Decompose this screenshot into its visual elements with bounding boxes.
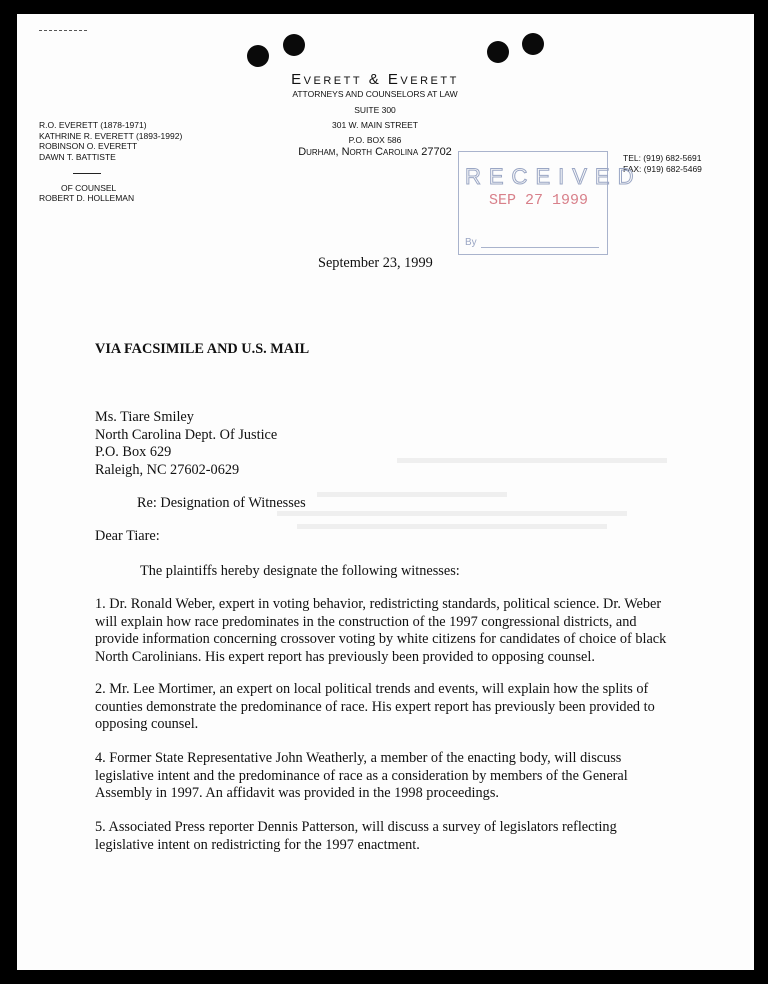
punch-hole [283,34,305,56]
attorney-name: R.O. EVERETT (1878-1971) [39,120,147,130]
firm-city: Durham, North Carolina 27702 [298,146,452,158]
witness-paragraph: 1. Dr. Ronald Weber, expert in voting behavior, redistricting standards, political science. Dr. Weber will explain how race predominates in the construction of the 1997 congressional districts, and provide information concerning crossover voting by white citizens for candidates of choice of black North Carolinians. His expert report has previously been provided to opposing counsel. [95,596,667,665]
attorney-name: ROBINSON O. EVERETT [39,141,138,151]
recipient-line: Ms. Tiare Smiley [95,409,194,425]
firm-name: Everett & Everett [291,71,459,88]
firm-po-box: P.O. BOX 586 [348,135,402,145]
bleed-through [317,492,507,497]
intro-line: The plaintiffs hereby designate the following witnesses: [140,563,460,579]
recipient-address [95,409,277,479]
received-stamp [458,151,642,255]
letter-date: September 23, 1999 [318,255,433,271]
corner-mark [39,30,87,33]
re-line: Re: Designation of Witnesses [137,495,306,511]
bleed-through [297,524,607,529]
attorney-list [39,120,182,162]
letter-page [17,14,754,970]
stamp-date: SEP 27 1999 [489,192,589,209]
salutation: Dear Tiare: [95,528,160,544]
witness-paragraph: 5. Associated Press reporter Dennis Patterson, will discuss a survey of legislators reflecting legislative intent on redistricting for the 1997 enactment. [95,819,617,853]
divider [73,173,101,174]
punch-hole [487,41,509,63]
bleed-through [397,458,667,463]
stamp-received-word: RECEIVED [465,164,642,189]
recipient-line: North Carolina Dept. Of Justice [95,426,278,443]
firm-street: 301 W. MAIN STREET [332,120,418,130]
firm-suite: SUITE 300 [354,105,396,115]
fax-number: FAX: (919) 682-5469 [623,163,702,174]
attorney-name: DAWN T. BATTISTE [39,151,116,162]
punch-hole [247,45,269,67]
punch-hole [522,33,544,55]
of-counsel-name: ROBERT D. HOLLEMAN [39,193,135,203]
recipient-line: Raleigh, NC 27602-0629 [95,461,240,478]
bleed-through [277,511,627,516]
witness-paragraph: 4. Former State Representative John Weatherly, a member of the enacting body, will discuss legislative intent and the predominance of race as a consideration by members of the General Assembly in 1997. An affidavit was provided in the 1998 proceedings. [95,750,628,801]
firm-subtitle: ATTORNEYS AND COUNSELORS AT LAW [292,89,458,99]
stamp-by-label: By [465,237,477,248]
stamp-signature-line [481,247,599,248]
delivery-method: VIA FACSIMILE AND U.S. MAIL [95,341,310,357]
witness-paragraph: 2. Mr. Lee Mortimer, an expert on local political trends and events, will explain how the splits of counties demonstrate the predominance of race. His expert report has previously been provided to opposing counsel. [95,681,655,732]
of-counsel-label: OF COUNSEL [61,183,117,193]
attorney-name: KATHRINE R. EVERETT (1893-1992) [39,130,183,141]
tel-number: TEL: (919) 682-5691 [623,153,702,163]
recipient-line: P.O. Box 629 [95,444,172,460]
